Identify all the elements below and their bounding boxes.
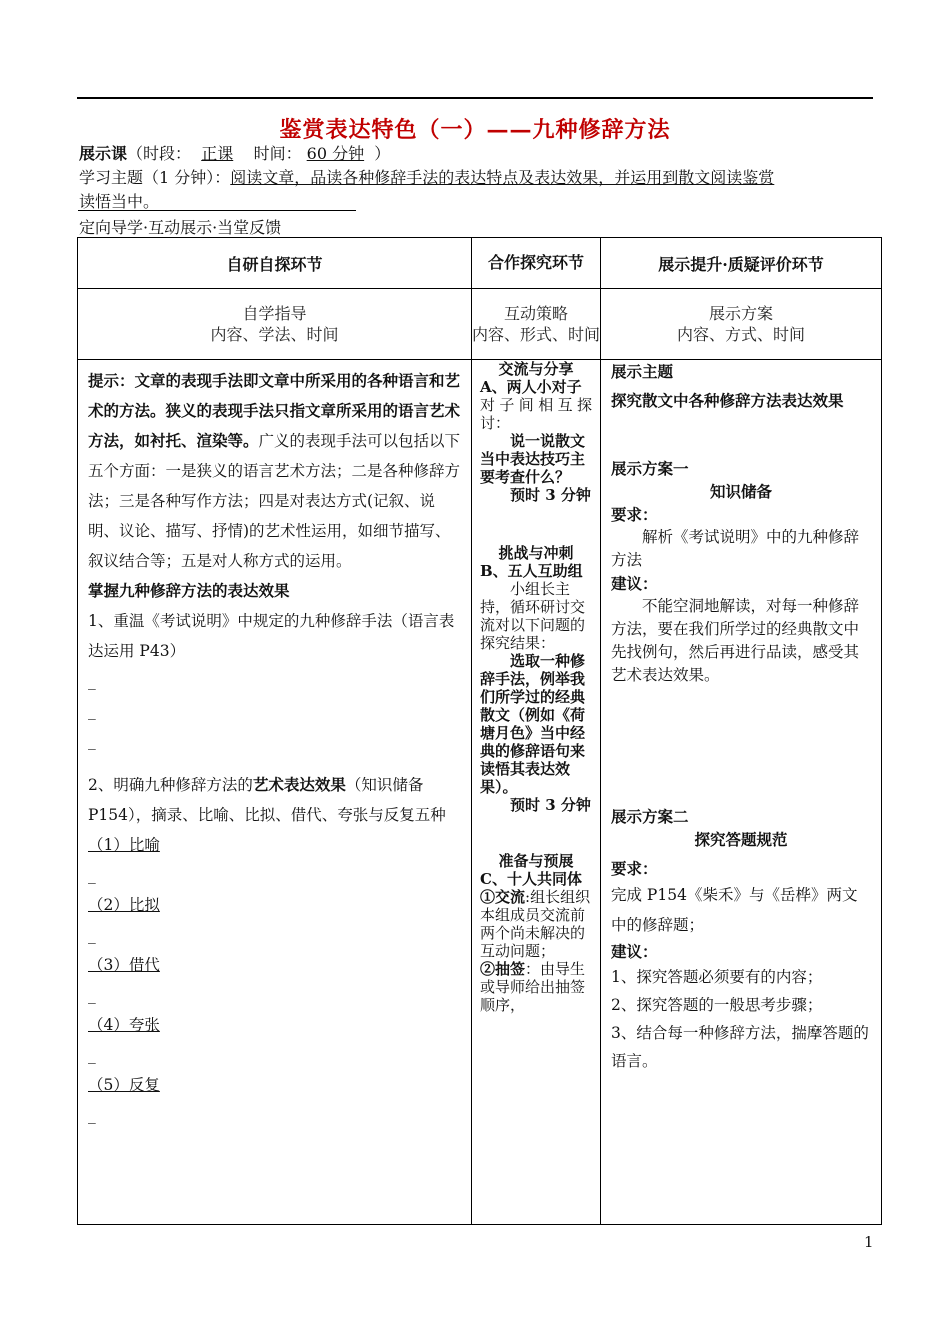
step-c-item2-text: ：由导生或导师给出抽签顺序， — [480, 960, 586, 1014]
spacer — [611, 687, 871, 805]
blank-line: _ — [88, 732, 96, 750]
theme-label: 学习主题（1 分钟）： — [79, 168, 231, 187]
period-prefix: （时段： — [127, 144, 192, 163]
subheader-col3-line1: 展示方案 — [708, 304, 773, 323]
plan1-req-text: 解析《考试说明》中的九种修辞方法 — [611, 528, 860, 569]
time-value: 60 分钟 — [306, 144, 365, 163]
step-c-item1-label: ①交流 — [480, 888, 526, 906]
study-theme-cont — [79, 189, 159, 212]
body-col1 — [78, 360, 472, 1225]
guide-line: 定向导学·互动展示·当堂反馈 — [79, 218, 282, 237]
display-theme-label: 展示主题 — [611, 362, 674, 381]
step-c-item2-label: ②抽签 — [480, 960, 526, 978]
lesson-table — [77, 237, 882, 1225]
blank-line: _ — [88, 672, 96, 690]
blank-line: _ — [88, 926, 96, 944]
step-c-item2 — [480, 960, 592, 1014]
subitem-metaphor: （1）比喻 — [88, 836, 160, 854]
plan2-sugg-1: 1、探究答题必须要有的内容； — [611, 968, 823, 986]
meta-close: ） — [374, 144, 391, 163]
spacer — [480, 814, 592, 852]
step-b-text1: 小组长主持，循环研讨交流对以下问题的探究结果： — [480, 580, 586, 652]
spacer — [88, 756, 461, 770]
header-col2: 合作探究环节 — [472, 238, 601, 289]
plan1-sugg-text: 不能空洞地解读，对每一种修辞方法，要在我们所学过的经典散文中先找例句，然后再进行品读，感受其艺术表达效果。 — [611, 597, 860, 684]
step-c-title: 准备与预展 — [498, 852, 574, 870]
blank-line: _ — [88, 986, 96, 1004]
page-title: 鉴赏表达特色（一）——九种修辞方法 — [279, 117, 671, 143]
lesson-meta — [79, 141, 390, 164]
body-col2 — [472, 360, 601, 1225]
spacer — [480, 504, 592, 544]
subheader-col2-line1: 互动策略 — [503, 304, 568, 323]
header-rule — [77, 97, 873, 99]
subheader-col1 — [78, 289, 472, 360]
plan2-sugg-label: 建议： — [611, 942, 658, 961]
plan2-sugg-3: 3、结合每一种修辞方法，揣摩答题的语言。 — [611, 1024, 869, 1070]
hint-bold: 提示：文章的表现手法即文章中所采用的各种语言和艺术的方法。狭义的表现手法只指文章所采用的语言艺术方法，如衬托、渲染等。 — [88, 371, 461, 450]
step-b-sub: B、五人互助组 — [480, 562, 583, 580]
theme-underline — [78, 210, 356, 211]
plan2-req-label: 要求： — [611, 859, 658, 878]
plan1-title: 知识储备 — [709, 482, 772, 501]
step-c-item1 — [480, 888, 592, 960]
hint-text: 广义的表现手法可以包括以下五个方面：一是狭义的语言艺术方法；二是各种修辞方法；三是各种写作方法；四是对表达方式(记叙、说明、议论、描写、抒情)的艺术性运用，如细节描写、叙议结合等；五是对人称方式的运用。 — [88, 432, 461, 570]
header-col1: 自研自探环节 — [78, 238, 472, 289]
subheader-col1-line1: 自学指导 — [242, 304, 307, 323]
body-col3 — [601, 360, 882, 1225]
step-a-text1: 对子间相互探讨： — [480, 396, 592, 432]
table-subheader-row — [78, 289, 882, 360]
plan2-title: 探究答题规范 — [694, 830, 788, 849]
step-a-sub: A、两人小对子 — [480, 378, 582, 396]
subheader-col1-line2: 内容、学法、时间 — [210, 325, 339, 344]
subitem-personification: （2）比拟 — [88, 896, 160, 914]
page-number: 1 — [864, 1233, 874, 1251]
table-body-row — [78, 360, 882, 1225]
table-header-row — [78, 238, 882, 289]
time-label: 时间： — [253, 144, 302, 163]
plan1-label: 展示方案一 — [611, 459, 689, 478]
header-col3: 展示提升·质疑评价环节 — [601, 238, 882, 289]
plan1-sugg-label: 建议： — [611, 574, 658, 593]
plan2-label: 展示方案二 — [611, 807, 689, 826]
spacer — [611, 411, 871, 457]
theme-text-1: 阅读文章，品读各种修辞手法的表达特点及表达效果，并运用到散文阅读鉴赏 — [230, 168, 775, 187]
subheader-col3 — [601, 289, 882, 360]
step-c-sub: C、十人共同体 — [480, 870, 582, 888]
study-theme — [79, 165, 774, 188]
subheader-col2 — [472, 289, 601, 360]
step-a-text2: 说一说散文当中表达技巧主要考查什么？ — [480, 432, 586, 486]
step-b-title: 挑战与冲刺 — [498, 544, 574, 562]
period-value: 正课 — [201, 144, 234, 163]
section-title: 掌握九种修辞方法的表达效果 — [88, 581, 290, 600]
spacer — [611, 383, 871, 391]
plan2-sugg-2: 2、探究答题的一般思考步骤； — [611, 996, 823, 1014]
blank-line: _ — [88, 1046, 96, 1064]
item-2-post: （知识储备 P154），摘录、比喻、比拟、借代、夸张与反复五种 — [88, 776, 446, 824]
item-2-bold: 艺术表达效果 — [252, 775, 346, 794]
subitem-hyperbole: （4）夸张 — [88, 1016, 160, 1034]
subitem-metonymy: （3）借代 — [88, 956, 160, 974]
theme-text-2: 读悟当中。 — [79, 192, 160, 211]
blank-line: _ — [88, 702, 96, 720]
step-c-item1-text: :组长组织本组成员交流前两个尚未解决的互动问题； — [480, 888, 591, 960]
plan2-req-text: 完成 P154《柴禾》与《岳桦》两文中的修辞题； — [611, 886, 858, 934]
blank-line: _ — [88, 1106, 96, 1124]
lesson-label: 展示课 — [79, 144, 128, 163]
subheader-col2-line2: 内容、形式、时间 — [472, 325, 601, 344]
plan1-req-label: 要求： — [611, 505, 658, 524]
subheader-col3-line2: 内容、方式、时间 — [676, 325, 805, 344]
step-a-title: 交流与分享 — [498, 360, 574, 378]
item-2 — [88, 770, 461, 830]
display-theme-text: 探究散文中各种修辞方法表达效果 — [611, 391, 844, 410]
step-b-text2: 选取一种修辞手法，例举我们所学过的经典散文（例如《荷塘月色》当中经典的修辞语句来读悟其表达效果）。 — [480, 652, 586, 796]
blank-line: _ — [88, 866, 96, 884]
subitem-repetition: （5）反复 — [88, 1076, 160, 1094]
item-2-pre: 2、明确九种修辞方法的 — [88, 776, 253, 794]
step-b-time: 预时 3 分钟 — [510, 796, 591, 814]
step-a-time: 预时 3 分钟 — [510, 486, 591, 504]
item-1: 1、重温《考试说明》中规定的九种修辞手法（语言表达运用 P43） — [88, 612, 455, 660]
